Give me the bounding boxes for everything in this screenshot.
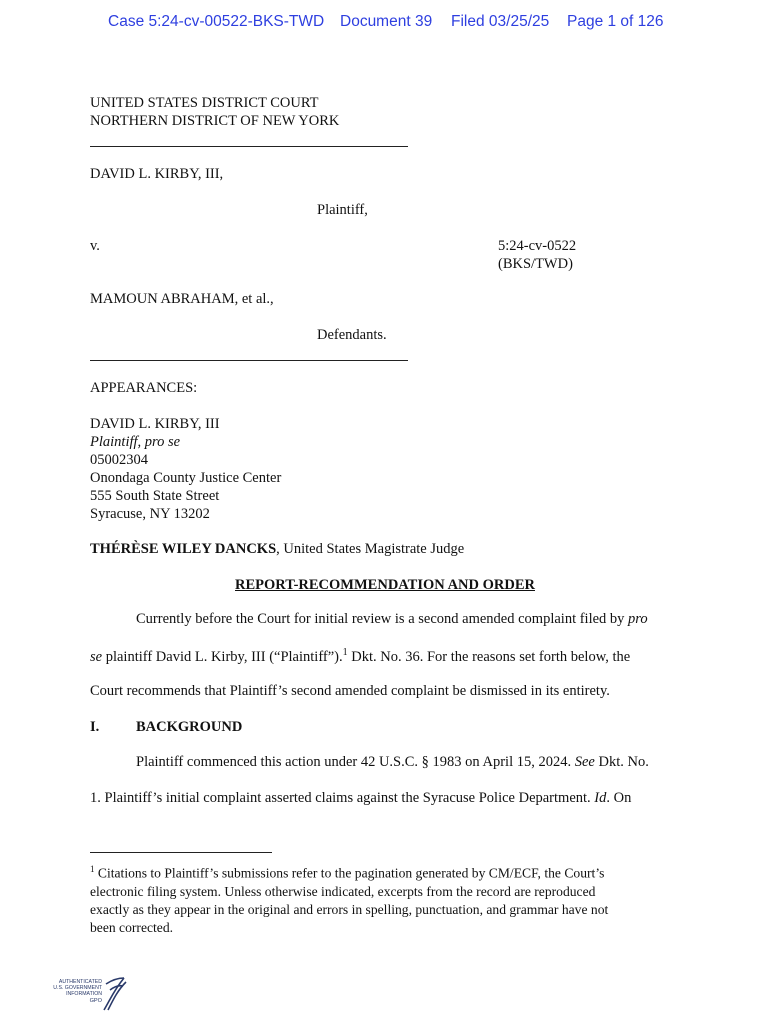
appearance-name: DAVID L. KIRBY, III <box>90 416 220 432</box>
footnote-line1 <box>90 860 608 883</box>
appearances-heading: APPEARANCES: <box>90 380 198 396</box>
judge-title: , United States Magistrate Judge <box>276 541 465 557</box>
footnote-rule <box>90 852 272 853</box>
section-number: I. <box>90 719 100 735</box>
appearance-facility: Onondaga County Justice Center <box>90 470 282 486</box>
footnote-marker: 1 <box>90 864 95 874</box>
seal-line1: AUTHENTICATED <box>58 979 102 985</box>
eagle-icon <box>104 978 126 1010</box>
appearances-block <box>90 415 281 523</box>
judge-line <box>90 540 464 558</box>
defendant-label: Defendants. <box>317 327 387 343</box>
versus: v. <box>90 238 100 254</box>
appearance-role: Plaintiff, pro se <box>90 434 181 450</box>
case-number-line2: (BKS/TWD) <box>498 256 573 272</box>
background-line1-tail: Dkt. No. <box>594 754 649 770</box>
defendant-name: MAMOUN ABRAHAM, et al., <box>90 291 274 307</box>
background-line2-tail: . On <box>606 790 632 806</box>
plaintiff-label: Plaintiff, <box>317 202 368 218</box>
background-line2 <box>90 790 631 807</box>
background-line2-text: 1. Plaintiff’s initial complaint asserted claims against the Syracuse Police Department. <box>90 790 595 806</box>
background-line2-italic: Id <box>594 790 607 806</box>
document-number-header: Document 39 <box>340 13 433 30</box>
filed-date-header: Filed 03/25/25 <box>451 13 550 30</box>
appearance-city: Syracuse, NY 13202 <box>90 506 210 522</box>
seal-line2: U.S. GOVERNMENT <box>53 985 102 991</box>
document-title: REPORT-RECOMMENDATION AND ORDER <box>235 577 535 593</box>
footnote-line3: exactly as they appear in the original and errors in spelling, punctuation, and grammar have not <box>90 901 609 917</box>
background-line1 <box>136 754 649 771</box>
page-count-header: Page 1 of 126 <box>567 13 664 30</box>
judge-name: THÉRÈSE WILEY DANCKS <box>90 541 277 557</box>
caption-rule-bottom <box>90 360 408 361</box>
court-name <box>90 94 339 130</box>
intro-line1-italic: pro <box>628 611 648 627</box>
intro-line1-text: Currently before the Court for initial review is a second amended complaint filed by <box>136 611 629 627</box>
case-number-header: Case 5:24-cv-00522-BKS-TWD <box>108 13 325 30</box>
footnote-line2: electronic filing system. Unless otherwise indicated, excerpts from the record are reproduced <box>90 883 596 899</box>
caption-rule-top <box>90 146 408 147</box>
court-name-line1: UNITED STATES DISTRICT COURT <box>90 95 319 111</box>
appearance-id: 05002304 <box>90 452 148 468</box>
intro-line2-italic: se <box>90 648 103 665</box>
footnote <box>90 860 608 937</box>
intro-line2-text: plaintiff David L. Kirby, III (“Plaintiff”). <box>102 648 343 665</box>
intro-line2-tail: Dkt. No. 36. For the reasons set forth below, the <box>347 648 631 665</box>
case-number-line1: 5:24-cv-0522 <box>498 238 577 254</box>
seal-line4: GPO <box>89 998 102 1004</box>
gpo-authentication-seal <box>44 970 130 1016</box>
footnote-ref: 1 <box>342 647 348 658</box>
seal-line3: INFORMATION <box>66 991 102 997</box>
background-line1-text: Plaintiff commenced this action under 42 U.S.C. § 1983 on April 15, 2024. <box>136 754 575 770</box>
appearance-street: 555 South State Street <box>90 488 220 504</box>
footnote-line1-text: Citations to Plaintiff’s submissions refer to the pagination generated by CM/ECF, the Court’s <box>94 865 605 881</box>
section-heading: BACKGROUND <box>136 719 243 735</box>
footnote-line4: been corrected. <box>90 919 174 935</box>
plaintiff-name: DAVID L. KIRBY, III, <box>90 166 224 182</box>
intro-line3: Court recommends that Plaintiff’s second amended complaint be dismissed in its entirety. <box>90 683 610 699</box>
background-line1-italic: See <box>574 754 595 770</box>
intro-line1 <box>136 611 648 628</box>
case-number <box>498 237 576 273</box>
court-name-line2: NORTHERN DISTRICT OF NEW YORK <box>90 113 340 129</box>
intro-line2 <box>90 647 630 666</box>
